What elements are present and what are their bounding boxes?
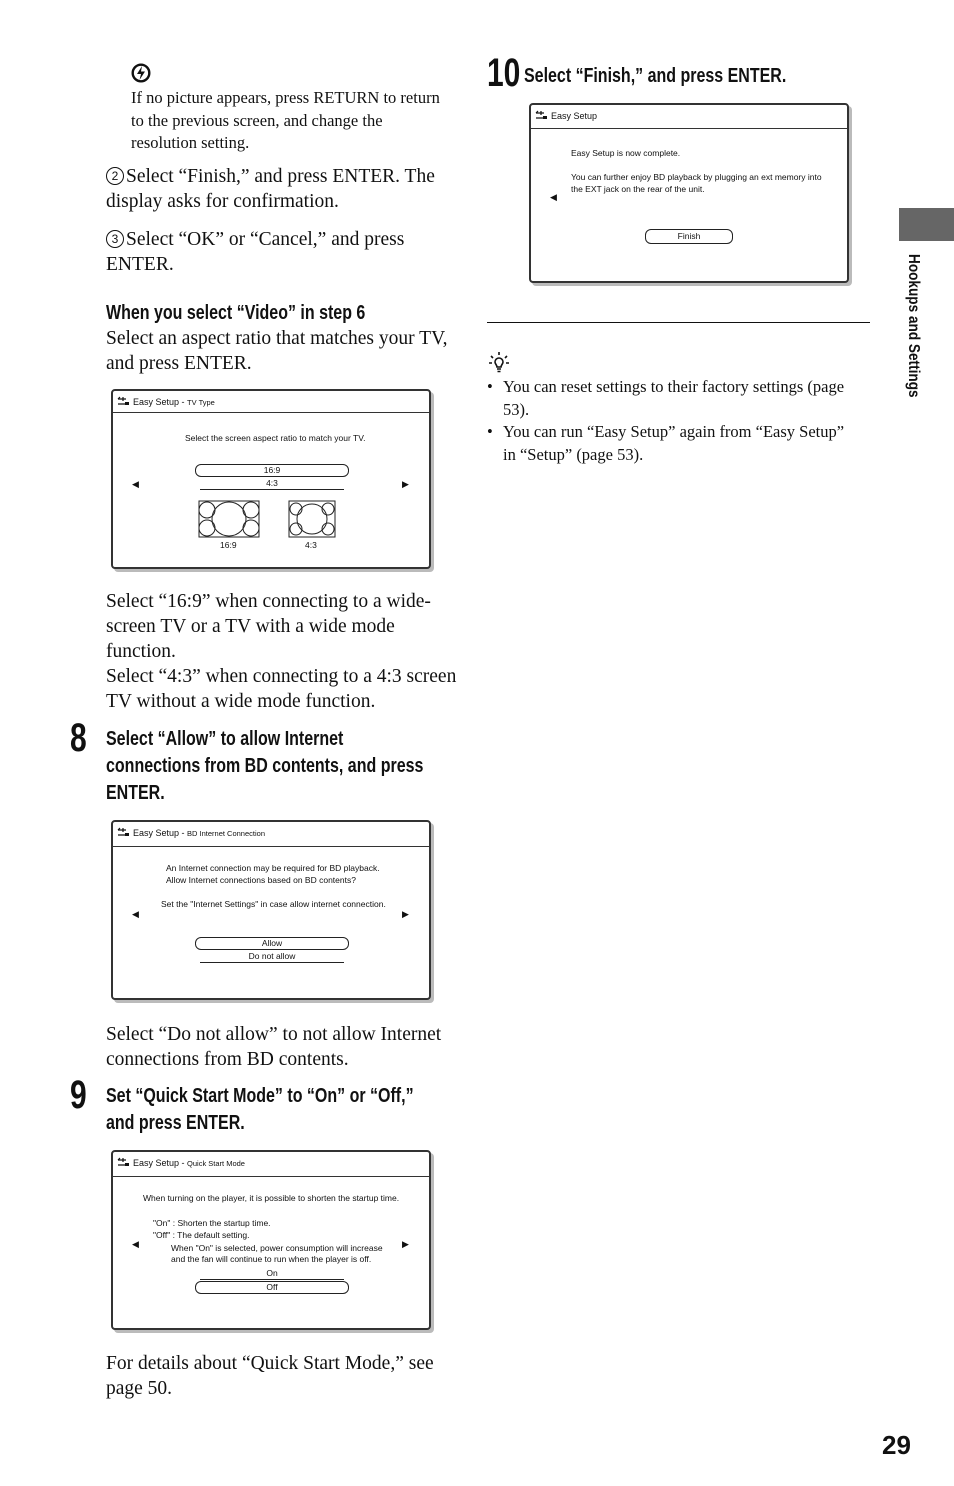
substep-number: 2 [106, 167, 124, 185]
screen-message: Select the screen aspect ratio to match your TV. [185, 433, 366, 443]
step8-after: Select “Do not allow” to not allow Internet connections from BD contents. [106, 1024, 442, 1070]
section-tab-marker [899, 208, 954, 241]
setup-icon [117, 396, 130, 406]
screen-line: Allow Internet connections based on BD contents? [166, 875, 356, 885]
image-label-16-9: 16:9 [220, 540, 237, 550]
step-number: 10 [487, 51, 521, 95]
screen-note: Set the "Internet Settings" in case allow internet connection. [161, 899, 386, 909]
screen-title: Easy Setup - BD Internet Connection [133, 828, 265, 838]
screen-line: Easy Setup is now complete. [571, 148, 681, 158]
substep-text: Select “OK” or “Cancel,” and press ENTER. [106, 229, 405, 275]
image-label-4-3: 4:3 [305, 540, 317, 550]
option-allow[interactable]: Allow [195, 937, 349, 950]
divider [487, 322, 870, 323]
right-arrow-icon: ▶ [402, 480, 409, 490]
screen-message: When turning on the player, it is possible to shorten the startup time. [143, 1193, 400, 1203]
option-4-3[interactable]: 4:3 [200, 478, 344, 490]
video-after-2: Select “4:3” when connecting to a 4:3 screen TV without a wide mode function. [106, 666, 457, 712]
widescreen-image [198, 500, 260, 538]
substep-number: 3 [106, 230, 124, 248]
finish-button[interactable]: Finish [645, 229, 733, 244]
setup-icon [535, 110, 548, 120]
screen-internet-connection [111, 820, 431, 1000]
option-off[interactable]: Off [195, 1281, 349, 1294]
screen-line: You can further enjoy BD playback by plugging an ext memory into [571, 172, 822, 182]
option-on[interactable]: On [200, 1268, 344, 1280]
screen-line: "Off" : The default setting. [153, 1230, 250, 1240]
step9-after: For details about “Quick Start Mode,” see page 50. [106, 1353, 434, 1399]
substep-text: Select “Finish,” and press ENTER. The display asks for confirmation. [106, 166, 435, 212]
step-heading: Select “Allow” to allow Internet connections from BD contents, and press ENTER. [106, 728, 424, 804]
screen-line: and the fan will continue to run when the player is off. [171, 1254, 372, 1264]
screen-line: When "On" is selected, power consumption will increase [171, 1243, 383, 1253]
tip-text: You can reset settings to their factory settings (page 53). [503, 377, 845, 419]
right-arrow-icon: ▶ [402, 910, 409, 920]
tip-text: You can run “Easy Setup” again from “Easy Setup” in “Setup” (page 53). [503, 422, 845, 464]
option-16-9[interactable]: 16:9 [195, 464, 349, 477]
tip-item: • You can reset settings to their factory settings (page 53). [487, 376, 852, 421]
page-number: 29 [882, 1430, 911, 1460]
screen-title: Easy Setup [551, 111, 598, 121]
left-arrow-icon: ◀ [132, 910, 139, 920]
tip-item: • You can run “Easy Setup” again from “Easy Setup” in “Setup” (page 53). [487, 421, 852, 466]
screen-line: the EXT jack on the rear of the unit. [571, 184, 705, 194]
substep-3 [106, 227, 446, 277]
standard-screen-image [288, 500, 336, 538]
screen-title: Easy Setup - Quick Start Mode [133, 1158, 245, 1168]
video-text: Select an aspect ratio that matches your TV, and press ENTER. [106, 328, 448, 374]
video-heading: When you select “Video” in step 6 [106, 302, 366, 324]
tip-bulb-icon [488, 350, 510, 374]
setup-icon [117, 1157, 130, 1167]
left-arrow-icon: ◀ [132, 1240, 139, 1250]
left-arrow-icon: ◀ [132, 480, 139, 490]
step-number: 9 [70, 1073, 87, 1117]
note-text: If no picture appears, press RETURN to return to the previous screen, and change the resolution setting. [131, 88, 440, 152]
substep-2 [106, 164, 446, 214]
screen-tv-type [111, 389, 431, 569]
screen-title: Easy Setup - TV Type [133, 397, 215, 407]
screen-easy-setup-finish [529, 103, 849, 283]
step-number: 8 [70, 716, 87, 760]
step-heading: Select “Finish,” and press ENTER. [524, 65, 787, 87]
step-heading: Set “Quick Start Mode” to “On” or “Off,” and press ENTER. [106, 1085, 414, 1134]
video-after-1: Select “16:9” when connecting to a wide-screen TV or a TV with a wide mode function. [106, 591, 431, 662]
right-arrow-icon: ▶ [402, 1240, 409, 1250]
option-do-not-allow[interactable]: Do not allow [200, 951, 344, 963]
setup-icon [117, 827, 130, 837]
screen-line: "On" : Shorten the startup time. [153, 1218, 271, 1228]
side-tab-label: Hookups and Settings [905, 254, 922, 398]
note-icon [131, 63, 151, 83]
left-arrow-icon: ◀ [550, 193, 557, 203]
screen-line: An Internet connection may be required for BD playback. [166, 863, 380, 873]
screen-quick-start-mode [111, 1150, 431, 1330]
